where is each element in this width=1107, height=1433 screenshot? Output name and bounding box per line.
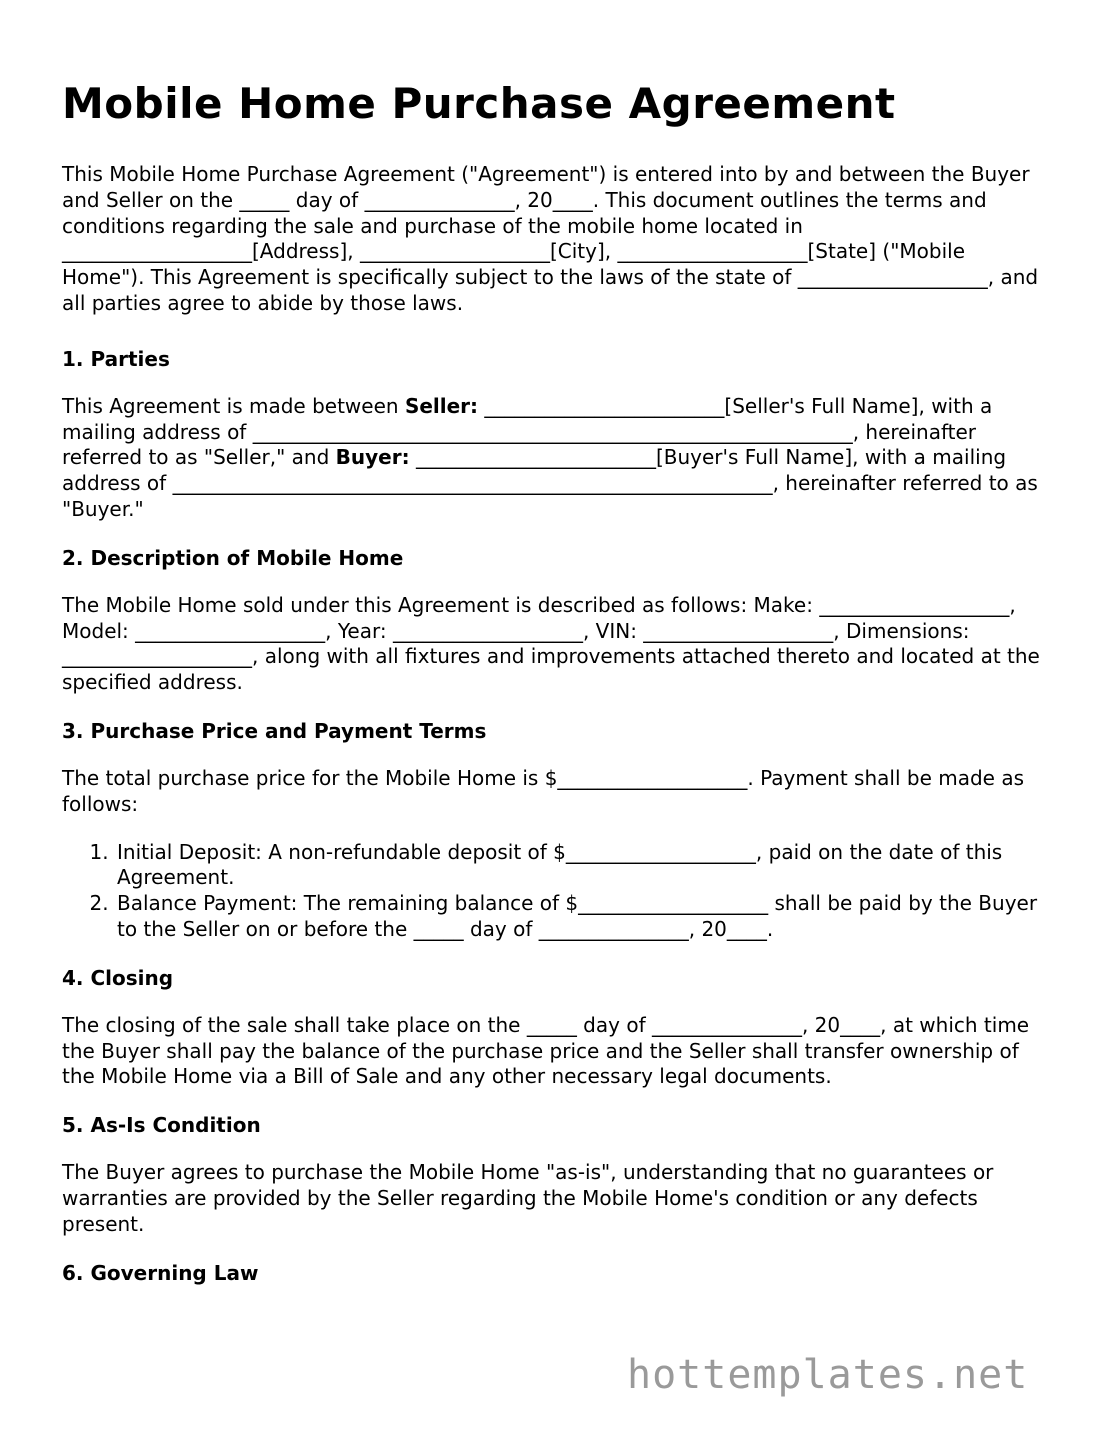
purchase-price-paragraph: The total purchase price for the Mobile Home is $___________________. Payment shall be made as follows:: [62, 765, 1025, 816]
section-heading-closing: 4. Closing: [62, 965, 174, 990]
description-paragraph: The Mobile Home sold under this Agreement is described as follows: Make: ___________________, Model: ___________________, Year: ___________________, VIN: ___________________, Dimensions: ___________________, along with all fixtures and improvements attached thereto and located at the specified address.: [62, 592, 1040, 695]
parties-paragraph: [62, 394, 1052, 523]
section-heading-purchase-price: 3. Purchase Price and Payment Terms: [62, 718, 487, 743]
as-is-paragraph: The Buyer agrees to purchase the Mobile Home "as-is", understanding that no guarantees or warranties are provided by the Seller regarding the Mobile Home's condition or any defects present.: [62, 1160, 994, 1236]
section-heading-description: 2. Description of Mobile Home: [62, 545, 404, 570]
document-page: [62, 78, 1052, 1286]
section-heading-parties: 1. Parties: [62, 346, 170, 371]
list-item: 2. Balance Payment: The remaining balance of $___________________ shall be paid by the Buyer to the Seller on or before the _____ day of _______________, 20____.: [115, 891, 1052, 943]
parties-text-2: ________________________[Seller's Full Name], with a mailing address of ____________________________________________________________, hereinafter referred to as "Seller," and: [62, 393, 993, 470]
document-title: Mobile Home Purchase Agreement: [62, 79, 896, 128]
parties-text-3: ________________________[Buyer's Full Name], with a mailing address of ____________________________________________________________, hereinafter referred to as "Buyer.": [62, 445, 1038, 521]
seller-label: Seller:: [404, 393, 479, 418]
closing-paragraph: The closing of the sale shall take place on the _____ day of _______________, 20____, at which time the Buyer shall pay the balance of the purchase price and the Seller shall transfer ownership of the Mobile Home via a Bill of Sale and any other necessary legal documents.: [62, 1012, 1030, 1089]
intro-paragraph: This Mobile Home Purchase Agreement ("Agreement") is entered into by and between the Buyer and Seller on the _____ day of _______________, 20____. This document outlines the terms and conditions regarding the sale and purchase of the mobile home located in ___________________[Address], ___________________[City], ___________________[State] ("Mobile Home"). This Agreement is specifically subject to the laws of the state of ___________________, and all parties agree to abide by those laws.: [62, 162, 1039, 315]
buyer-label: Buyer:: [335, 445, 410, 470]
list-item: 1. Initial Deposit: A non-refundable deposit of $___________________, paid on the date of this Agreement.: [115, 840, 1052, 892]
watermark: hottemplates.net: [627, 1352, 1029, 1398]
section-heading-as-is: 5. As-Is Condition: [62, 1113, 261, 1138]
parties-text-1: This Agreement is made between: [62, 393, 405, 418]
payment-terms-list: [62, 840, 1052, 943]
section-heading-governing-law: 6. Governing Law: [62, 1260, 259, 1285]
